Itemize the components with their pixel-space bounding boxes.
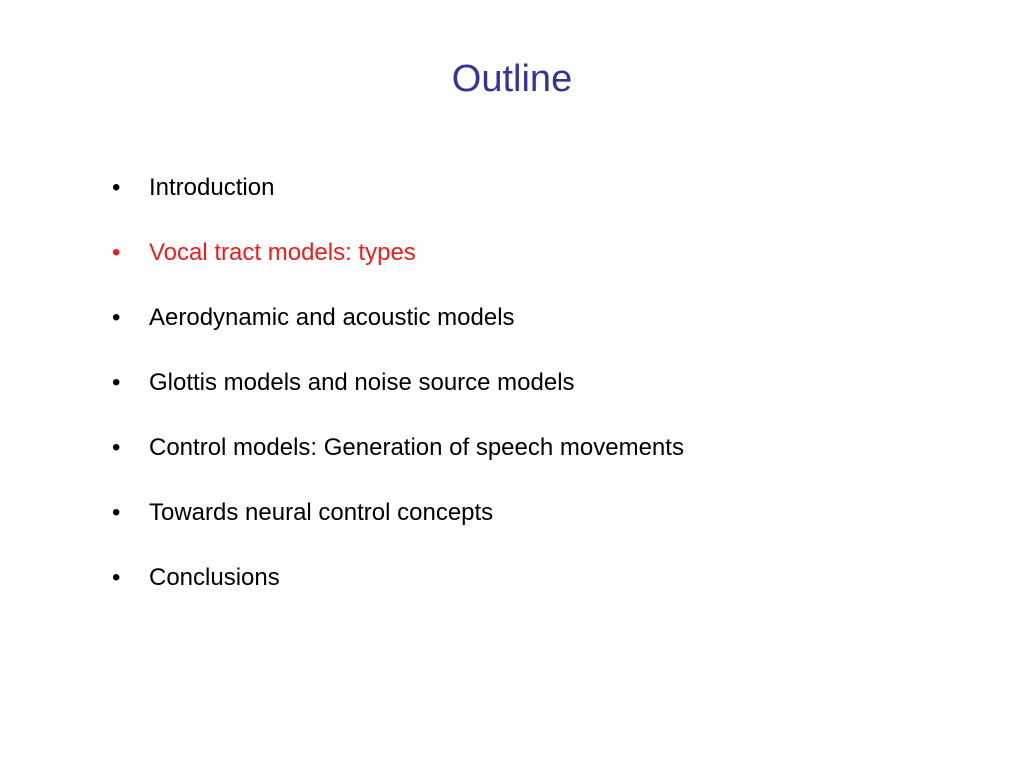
slide-title: Outline — [451, 58, 573, 100]
list-item-label: Control models: Generation of speech movements — [149, 434, 684, 461]
list-item-label: Conclusions — [149, 564, 280, 591]
list-item-label: Glottis models and noise source models — [149, 369, 575, 396]
list-item-label: Vocal tract models: types — [149, 239, 416, 266]
list-item-label: Aerodynamic and acoustic models — [149, 304, 515, 331]
bullet-icon: • — [112, 174, 121, 201]
bullet-icon: • — [112, 304, 121, 331]
bullet-icon: • — [112, 499, 121, 526]
bullet-icon: • — [112, 239, 121, 266]
list-item-label: Towards neural control concepts — [149, 499, 494, 526]
bullet-icon: • — [112, 369, 121, 396]
bullet-icon: • — [112, 434, 121, 461]
list-item-label: Introduction — [149, 174, 275, 201]
bullet-icon: • — [112, 564, 121, 591]
